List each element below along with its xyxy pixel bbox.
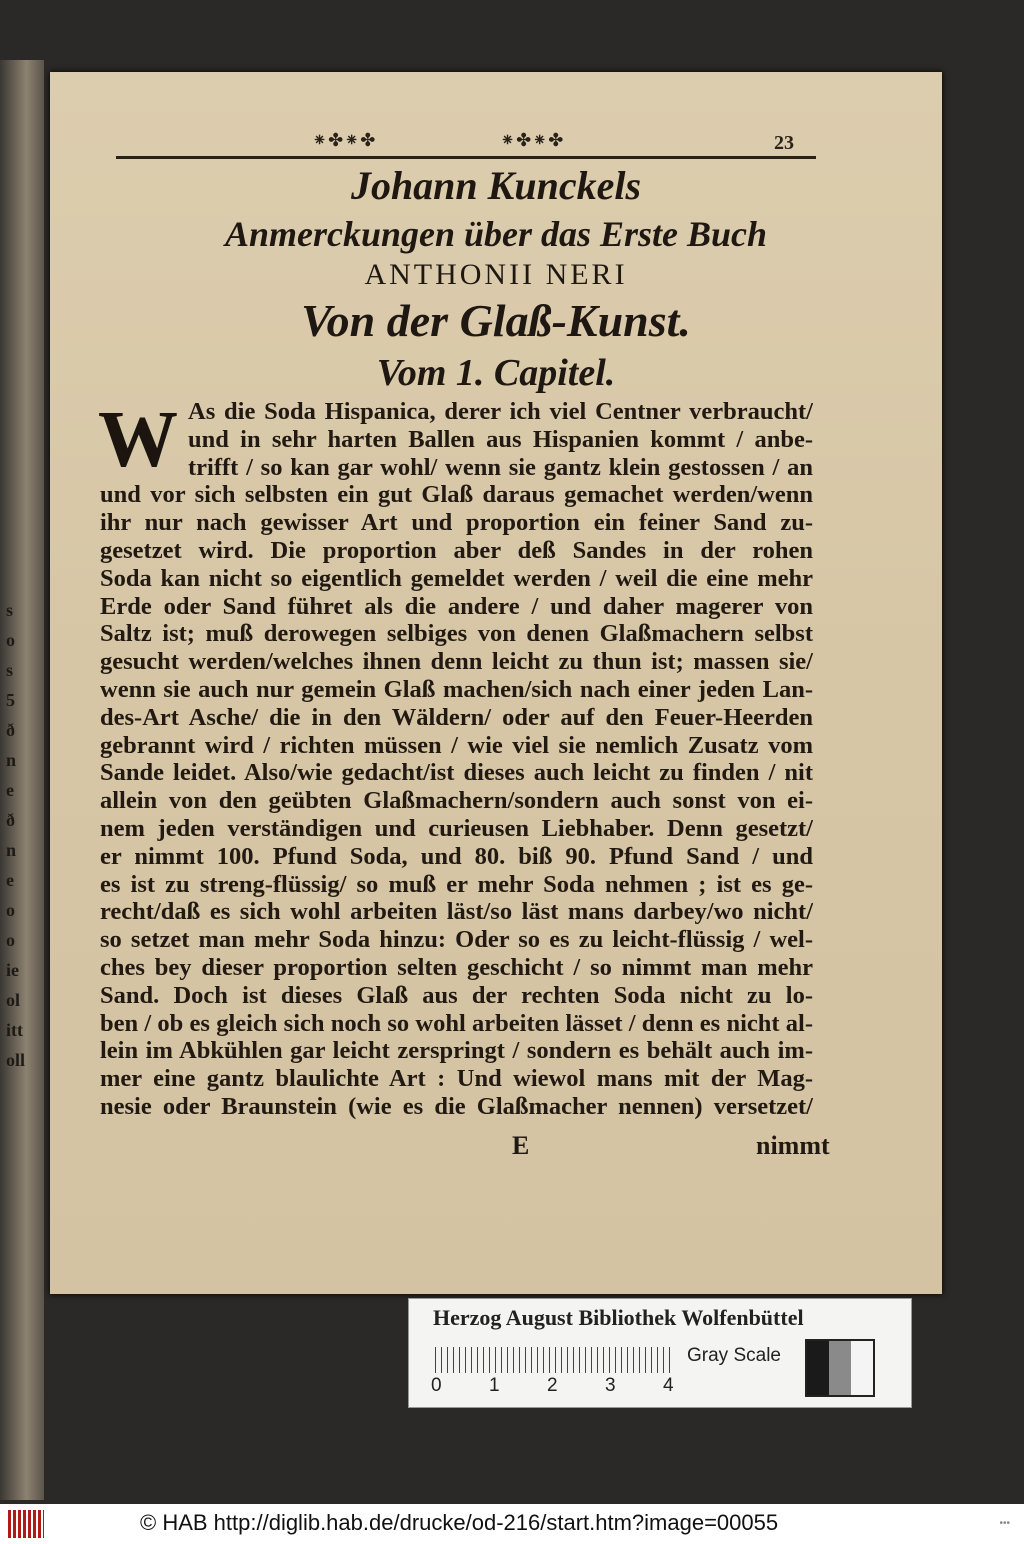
text-line: Soda kan nicht so eigentlich gemeldet werden / weil die eine mehr: [100, 564, 813, 592]
text-line: ihr nur nach gewisser Art und proportion ein feiner Sand zu-: [100, 509, 813, 537]
text-line: gesetzet wird. Die proportion aber deß Sandes in der rohen: [100, 536, 813, 564]
text-line: trifft / so kan gar wohl/ wenn sie gantz klein gestossen / an: [188, 453, 813, 481]
left-page-fragment: e: [6, 870, 14, 890]
text-line: er nimmt 100. Pfund Soda, und 80. biß 90. Pfund Sand / und: [100, 842, 813, 870]
book-page: [50, 72, 942, 1294]
left-page-fragment: o: [6, 900, 15, 920]
text-line: nesie oder Braunstein (wie es die Glaßmacher nennen) versetzet/: [100, 1092, 813, 1120]
text-line: recht/daß es sich wohl arbeiten läst/so läst mans darbey/wo nicht/: [100, 898, 813, 926]
color-calibration-card: [408, 1298, 912, 1408]
left-page-fragment: s: [6, 660, 14, 680]
ornament-right: ⁕✤⁕✤: [500, 130, 565, 150]
gray-swatch-patch: [851, 1341, 873, 1395]
gray-scale-label: Gray Scale: [687, 1345, 781, 1366]
catchword: nimmt: [756, 1131, 830, 1160]
title-author: Johann Kunckels: [350, 163, 642, 208]
footer-bar: [0, 1504, 1024, 1544]
ruler-number: 2: [547, 1375, 558, 1396]
text-line: Sande leidet. Also/wie gedacht/ist dieses auch leicht zu finden / nit: [100, 759, 813, 787]
gray-swatch-patch: [829, 1341, 851, 1395]
text-line: nem jeden verständigen und curieusen Liebhaber. Denn gesetzt/: [100, 814, 813, 842]
page-number: 23: [774, 132, 794, 154]
text-line: As die Soda Hispanica, derer ich viel Centner verbraucht/: [188, 398, 813, 425]
chapter-heading: Vom 1. Capitel.: [376, 352, 616, 394]
left-page-fragment: ð: [6, 810, 15, 830]
text-line: wenn sie auch nur gemein Glaß machen/sich nach einer jeden Lan-: [100, 675, 813, 703]
title-line: Anmerckungen über das Erste Buch: [224, 214, 768, 254]
text-line: und vor sich selbsten ein gut Glaß daraus gemachet werden/wenn: [100, 481, 813, 509]
copyright-link[interactable]: © HAB http://diglib.hab.de/drucke/od-216/start.htm?image=00055: [140, 1510, 779, 1535]
left-page-fragment: s: [6, 600, 14, 620]
text-line: Erde oder Sand führet als die andere / und daher magerer von: [100, 592, 813, 620]
left-page-fragment: o: [6, 930, 15, 950]
ruler-numbers: [431, 1375, 721, 1397]
header-rule: [116, 156, 816, 159]
decorated-initial: W: [98, 396, 178, 484]
text-line: ben / ob es gleich sich noch so wohl arbeiten lässet / denn es nicht al-: [100, 1009, 813, 1037]
text-line: so setzet man mehr Soda hinzu: Oder so es zu leicht-flüssig / wel-: [100, 926, 813, 954]
text-line: ches bey dieser proportion selten geschicht / so nimmt man mehr: [100, 953, 813, 981]
gray-swatch-patch: [807, 1341, 829, 1395]
left-page-fragment: ð: [6, 720, 15, 740]
left-page-fragment: n: [6, 750, 17, 770]
text-line: lein im Abkühlen gar leicht zerspringt / sondern es behält auch im-: [100, 1037, 813, 1065]
left-page-fragment: ie: [6, 960, 19, 980]
left-page-fragment: oll: [6, 1050, 26, 1070]
left-page-edge: [0, 60, 44, 1500]
text-line: gebrannt wird / richten müssen / wie viel sie nemlich Zusatz vom: [100, 731, 813, 759]
body-text: [100, 398, 813, 1121]
text-line: und in sehr harten Ballen aus Hispanien kommt / anbe-: [188, 425, 813, 453]
text-line: des-Art Asche/ die in den Wäldern/ oder auf den Feuer-Heerden: [100, 703, 813, 731]
left-page-fragment: o: [6, 630, 15, 650]
title-main: Von der Glaß-Kunst.: [301, 295, 691, 346]
ruler-number: 4: [663, 1375, 674, 1396]
text-line: allein von den geübten Glaßmachern/sondern auch sonst von ei-: [100, 787, 813, 815]
hab-logo-icon: [8, 1510, 44, 1538]
text-line: gesucht werden/welches ihnen denn leicht zu thun ist; massen sie/: [100, 648, 813, 676]
ruler-number: 1: [489, 1375, 500, 1396]
ruler-number: 0: [431, 1375, 442, 1396]
left-page-fragment: e: [6, 780, 14, 800]
left-page-fragment: itt: [6, 1020, 23, 1040]
left-page-fragment: ol: [6, 990, 21, 1010]
text-line: Saltz ist; muß derowegen selbiges von denen Glaßmachern selbst: [100, 620, 813, 648]
gray-scale-swatch: [805, 1339, 875, 1397]
text-line: es ist zu streng-flüssig/ so muß er mehr Soda nehmen ; ist es ge-: [100, 870, 813, 898]
title-name: ANTHONII NERI: [364, 258, 628, 291]
ruler-number: 3: [605, 1375, 616, 1396]
library-name: Herzog August Bibliothek Wolfenbüttel: [433, 1305, 804, 1330]
left-page-fragment: n: [6, 840, 17, 860]
signature-mark: E: [512, 1131, 530, 1160]
text-line: mer eine gantz blaulichte Art : Und wiewol mans mit der Mag-: [100, 1065, 813, 1093]
left-page-fragment: 5: [6, 690, 15, 710]
ruler-scale: [435, 1347, 673, 1373]
dots-icon: •••: [999, 1518, 1010, 1529]
text-line: Sand. Doch ist dieses Glaß aus der rechten Soda nicht zu lo-: [100, 981, 813, 1009]
ornament-left: ⁕✤⁕✤: [312, 130, 377, 150]
